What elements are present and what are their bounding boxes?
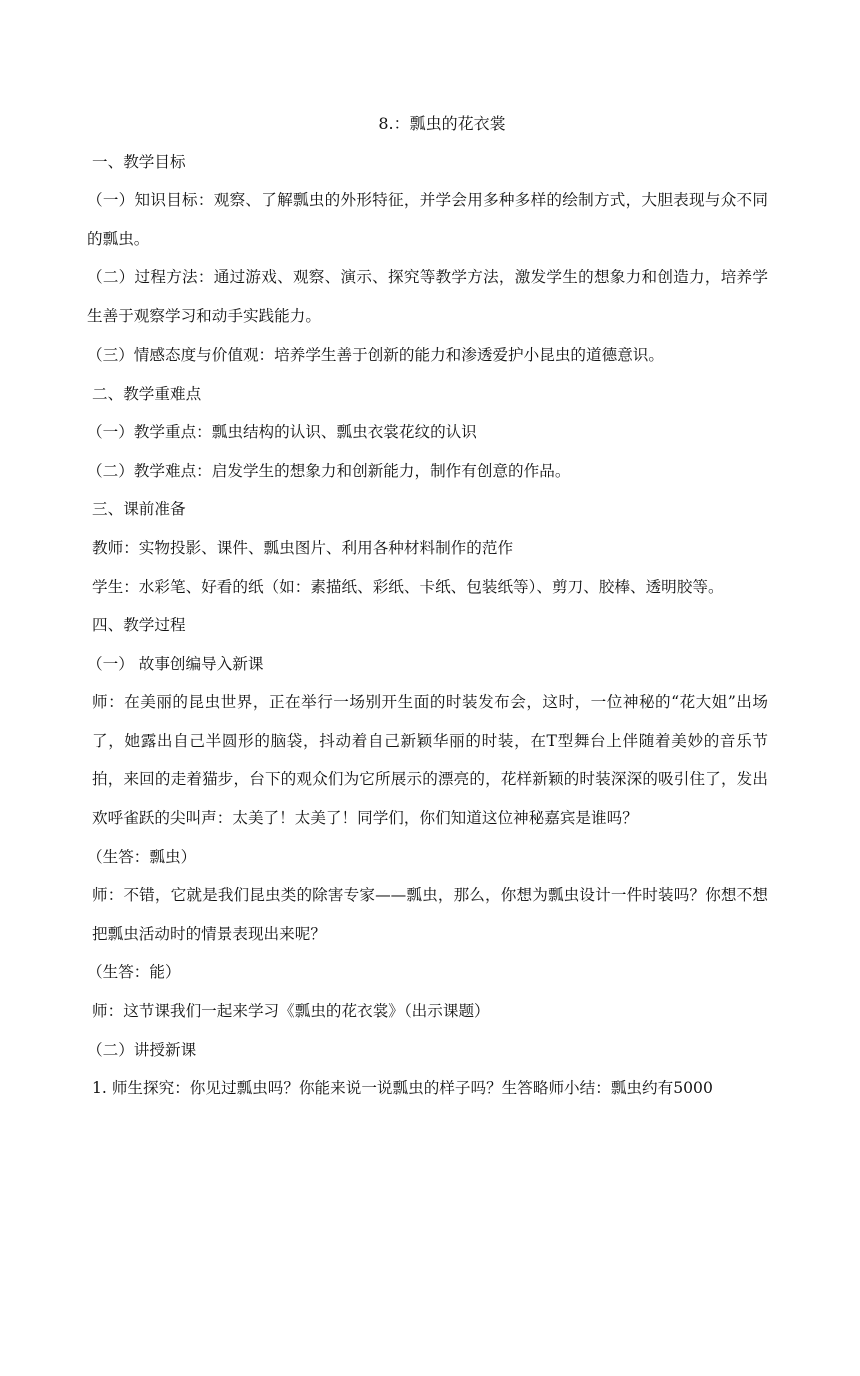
paragraph-process-method: （二）过程方法：通过游戏、观察、演示、探究等教学方法，激发学生的想象力和创造力，培养学生善于观察学习和动手实践能力。 [87, 268, 768, 326]
document-body [87, 112, 768, 1115]
heading-key-difficult-points: 二、教学重难点 [92, 384, 202, 403]
line-new-lesson: （二）讲授新课 [87, 1040, 197, 1059]
line-teaching-key-point: （一）教学重点：瓢虫结构的认识、瓢虫衣裳花纹的认识 [87, 423, 477, 442]
line-student-answer-yes: （生答：能） [87, 963, 181, 982]
heading-preparation: 三、课前准备 [92, 500, 186, 519]
line-student-answer-ladybug: （生答：瓢虫） [87, 847, 197, 866]
heading-teaching-process: 四、教学过程 [92, 616, 186, 635]
paragraph-teacher-story: 师：在美丽的昆虫世界，正在举行一场别开生面的时装发布会，这时，一位神秘的“花大姐”出场了，她露出自己半圆形的脑袋，抖动着自己新颖华丽的时装，在T型舞台上伴随着美妙的音乐节拍，来回的走着猫步，台下的观众们为它所展示的漂亮的，花样新颖的时装深深的吸引住了，发出欢呼雀跃的尖叫声：太美了！太美了！同学们，你们知道这位神秘嘉宾是谁吗？ [92, 693, 768, 827]
line-student-materials: 学生：水彩笔、好看的纸（如：素描纸、彩纸、卡纸、包装纸等）、剪刀、胶棒、透明胶等。 [92, 577, 724, 596]
paragraph-teacher-question: 师：不错，它就是我们昆虫类的除害专家——瓢虫，那么，你想为瓢虫设计一件时装吗？你想不想把瓢虫活动时的情景表现出来呢？ [92, 885, 768, 943]
paragraph-knowledge-goal: （一）知识目标：观察、了解瓢虫的外形特征，并学会用多种多样的绘制方式，大胆表现与众不同的瓢虫。 [87, 191, 768, 248]
line-teaching-difficulty: （二）教学难点：启发学生的想象力和创新能力，制作有创意的作品。 [87, 461, 571, 480]
line-teacher-materials: 教师：实物投影、课件、瓢虫图片、利用各种材料制作的范作 [92, 538, 514, 557]
document-title: 8.：瓢虫的花衣裳 [378, 114, 506, 133]
line-story-introduction: （一） 故事创编导入新课 [87, 654, 264, 673]
heading-teaching-goals: 一、教学目标 [92, 153, 186, 171]
line-inquiry: 1. 师生探究：你见过瓢虫吗？你能来说一说瓢虫的样子吗？生答略师小结：瓢虫约有5000 [92, 1079, 713, 1098]
line-teacher-topic: 师：这节课我们一起来学习《瓢虫的花衣裳》（出示课题） [92, 1002, 490, 1021]
line-emotion-attitude: （三）情感态度与价值观：培养学生善于创新的能力和渗透爱护小昆虫的道德意识。 [87, 345, 664, 364]
